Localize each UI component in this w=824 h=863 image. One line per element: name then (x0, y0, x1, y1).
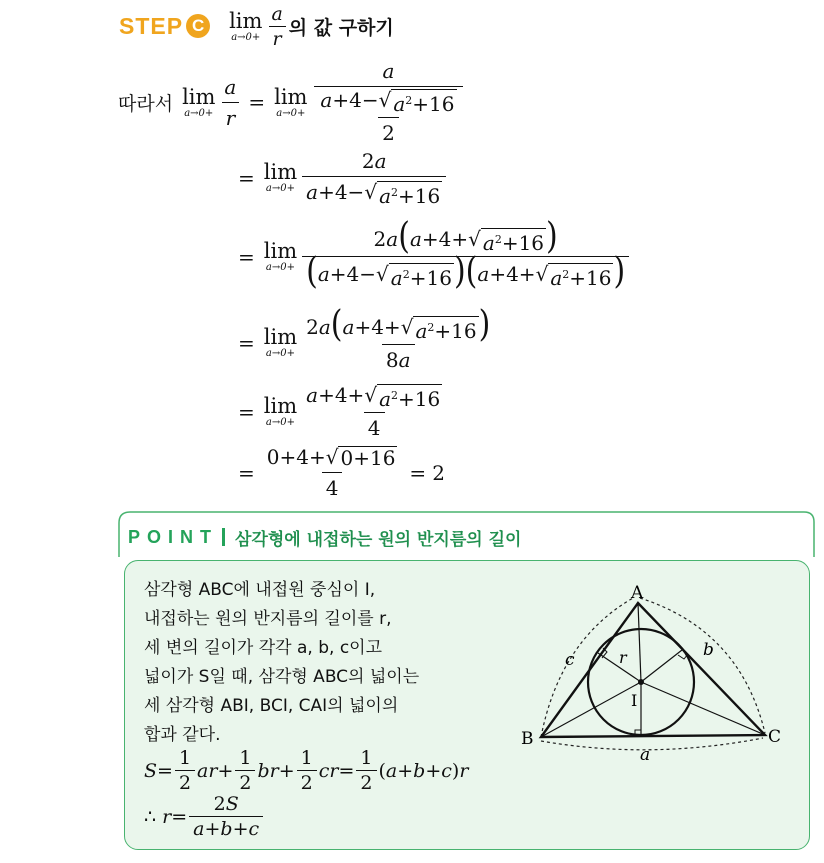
step-fraction: $\frac{a}{r}$ (267, 4, 286, 49)
fraction: a+4+ √ $a^2+16$ 4 (306, 383, 441, 440)
step-badge: C (186, 14, 210, 38)
derivation-line-1: 따라서 lim a→0+ $\frac{a}{r}$ = lim a→0+ a a+4− √ $a^2+16$ 2 (118, 58, 466, 146)
point-line-2: 내접하는 원의 반지름의 길이를 r, (144, 609, 392, 629)
point-line-1: 삼각형 ABC에 내접원 중심이 I, (144, 580, 376, 600)
label-I: I (631, 691, 638, 710)
point-label: POINT (128, 526, 219, 547)
fraction: 2a a+4− √ $a^2+16$ (302, 148, 446, 207)
point-subtitle: 삼각형에 내접하는 원의 반지름의 길이 (235, 529, 522, 550)
derivation-line-6: = 0+4+ √ 0+16 4 = 2 (238, 445, 445, 500)
compound-fraction: a a+4− √ $a^2+16$ 2 (312, 58, 464, 146)
limit-operator: lim a→0+ (263, 160, 298, 194)
point-line-5: 세 삼각형 ABI, BCI, CAI의 넓이의 (144, 696, 399, 716)
label-radius: r (619, 648, 627, 667)
point-line-4: 넓이가 S일 때, 삼각형 ABC의 넓이는 (144, 667, 420, 687)
derivation-line-2: = lim a→0+ 2a a+4− √ $a^2+16$ (238, 148, 448, 207)
label-side-c: c (565, 650, 575, 670)
derivation-intro: 따라서 (118, 92, 174, 115)
limit-operator: lim a→0+ (263, 394, 298, 428)
fraction: 2a(a+4+ √ $a^2+16$ ) 8a (306, 303, 491, 372)
label-side-b: b (703, 640, 714, 660)
fraction: 2a(a+4+ √ $a^2+16$ ) (a+4− √ $a^2+16$ )(a+4+ √ $a^2+16$ ) (302, 224, 629, 289)
limit-operator: lim a→0+ (263, 239, 298, 273)
limit-operator: lim a→0+ (263, 325, 298, 359)
incenter-point (638, 679, 644, 685)
label-B: B (521, 729, 534, 749)
step-header (119, 2, 394, 50)
derivation-line-4: = lim a→0+ 2a(a+4+ √ $a^2+16$ ) 8a (238, 312, 496, 373)
fraction: 0+4+ √ 0+16 4 (266, 445, 396, 500)
point-divider (222, 528, 225, 546)
label-side-a: a (640, 745, 651, 765)
step-label: STEP (119, 12, 184, 39)
label-A: A (631, 583, 644, 603)
point-title (128, 522, 521, 552)
step-title: 의 값 구하기 (288, 16, 394, 39)
fraction-a-over-r: $\frac{a}{r}$ (220, 74, 240, 131)
point-line-6: 합과 같다. (144, 725, 221, 745)
area-formula: S = $\frac{1}{2}$ ar + $\frac{1}{2}$ br + $\frac{1}{2}$ cr = $\frac{1}{2}$ ( a + b + c ) r (144, 747, 469, 794)
incircle-figure (500, 578, 800, 768)
step-limit: lim a→0+ (229, 8, 263, 43)
triangle-abc (541, 603, 765, 737)
label-C: C (768, 727, 782, 747)
radius-formula: ∴ r = $\frac{2S}{a+b+c}$ (144, 794, 265, 839)
inner-fraction: a+4− √ $a^2+16$ 2 (320, 88, 455, 145)
derivation-line-3: = lim a→0+ 2a(a+4+ √ $a^2+16$ ) (a+4− √ $a^2+16$ )(a+4+ √ $a^2+16$ ) (238, 224, 631, 289)
limit-operator: lim a→0+ (182, 84, 216, 119)
point-line-3: 세 변의 길이가 각각 a, b, c이고 (144, 638, 383, 658)
derivation-line-5: = lim a→0+ a+4+ √ $a^2+16$ 4 (238, 382, 448, 441)
final-result: 2 (432, 460, 445, 485)
limit-operator: lim a→0+ (274, 84, 308, 119)
